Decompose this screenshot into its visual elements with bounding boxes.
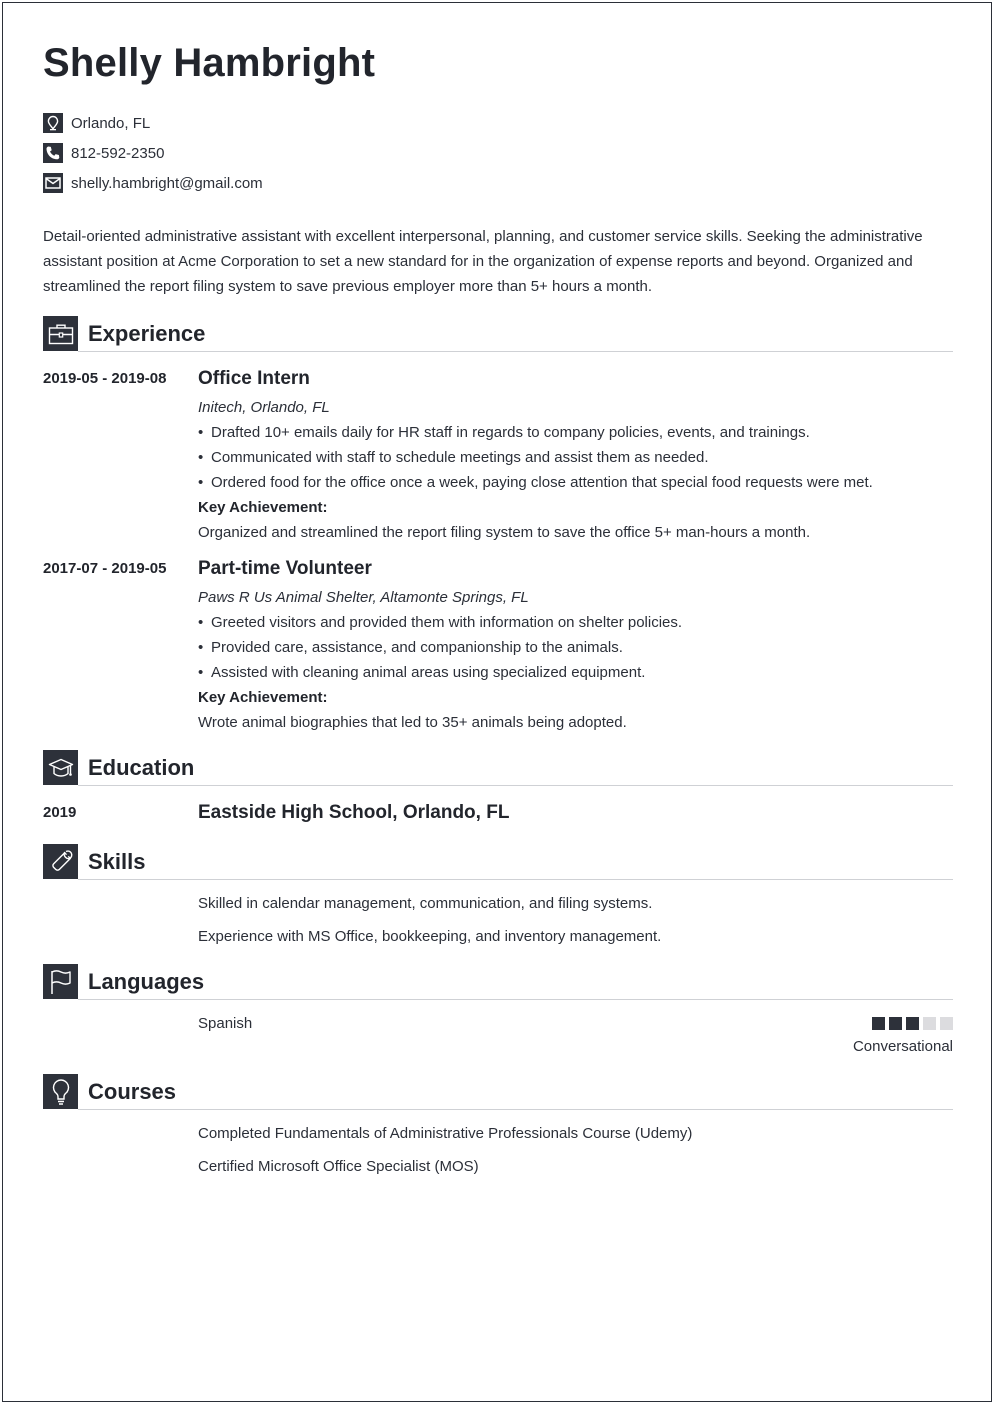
list-item: • Assisted with cleaning animal areas using specialized equipment.	[198, 664, 646, 681]
key-achievement-text: Wrote animal biographies that led to 35+ animals being adopted.	[198, 714, 627, 731]
list-item: • Drafted 10+ emails daily for HR staff in regards to company policies, events, and trainings.	[198, 424, 810, 441]
graduation-cap-icon	[43, 750, 78, 785]
bullet-glyph: •	[198, 474, 204, 491]
job-company: Initech, Orlando, FL	[198, 399, 330, 416]
level-square-empty	[940, 1017, 953, 1030]
section-divider	[78, 351, 953, 352]
location-pin-icon	[43, 113, 63, 133]
proficiency-level-bar	[872, 1017, 953, 1030]
section-courses	[43, 1074, 953, 1110]
phone-text: 812-592-2350	[71, 144, 165, 162]
key-achievement-text: Organized and streamlined the report filing system to save the office 5+ man-hours a month.	[198, 524, 811, 541]
bullet-glyph: •	[198, 424, 204, 441]
contact-location	[43, 113, 150, 133]
school-name: Eastside High School, Orlando, FL	[198, 802, 510, 823]
proficiency-label: Conversational	[852, 1038, 953, 1055]
section-title: Skills	[88, 849, 146, 874]
section-divider	[78, 879, 953, 880]
section-title: Languages	[88, 969, 205, 994]
entry-dates: 2019-05 - 2019-08	[43, 370, 167, 387]
section-experience	[43, 316, 953, 352]
course-item: Certified Microsoft Office Specialist (MOS)	[198, 1158, 479, 1175]
bullet-glyph: •	[198, 614, 204, 631]
language-name: Spanish	[198, 1015, 253, 1032]
list-item: • Provided care, assistance, and companionship to the animals.	[198, 639, 623, 656]
section-education	[43, 750, 953, 786]
location-text: Orlando, FL	[71, 114, 151, 132]
bullet-glyph: •	[198, 449, 204, 466]
list-item: • Ordered food for the office once a week, paying close attention that special food requests were met.	[198, 474, 873, 491]
level-square-empty	[923, 1017, 936, 1030]
section-languages	[43, 964, 953, 1000]
section-divider	[78, 785, 953, 786]
profile-summary: Detail-oriented administrative assistant with excellent interpersonal, planning, and customer service skills. Seeking the administrative assistant position at Acme Corporation to set a new standard for in the organization of expense reports and beyond. Organized and streamlined the report filing system to save previous employer more than 5+ hours a month.	[43, 228, 923, 295]
skill-item: Experience with MS Office, bookkeeping, and inventory management.	[198, 928, 662, 945]
section-skills	[43, 844, 953, 880]
email-text: shelly.hambright@gmail.com	[71, 174, 263, 192]
list-item: • Communicated with staff to schedule meetings and assist them as needed.	[198, 449, 709, 466]
wrench-icon	[43, 844, 78, 879]
contact-phone	[43, 143, 164, 163]
level-square-filled	[906, 1017, 919, 1030]
flag-icon	[43, 964, 78, 999]
lightbulb-icon	[43, 1074, 78, 1109]
list-item: • Greeted visitors and provided them with information on shelter policies.	[198, 614, 683, 631]
key-achievement-label: Key Achievement:	[198, 499, 328, 516]
section-title: Courses	[88, 1079, 177, 1104]
section-title: Education	[88, 755, 195, 780]
level-square-filled	[889, 1017, 902, 1030]
job-company: Paws R Us Animal Shelter, Altamonte Springs, FL	[198, 589, 529, 606]
resume-page	[2, 2, 992, 1402]
bullet-glyph: •	[198, 664, 204, 681]
course-item: Completed Fundamentals of Administrative Professionals Course (Udemy)	[198, 1125, 693, 1142]
bullet-glyph: •	[198, 639, 204, 656]
education-year: 2019	[43, 804, 77, 821]
phone-icon	[43, 143, 63, 163]
envelope-icon	[43, 173, 63, 193]
section-divider	[78, 1109, 953, 1110]
candidate-name: Shelly Hambright	[43, 41, 376, 85]
job-title: Office Intern	[198, 368, 310, 389]
skill-item: Skilled in calendar management, communication, and filing systems.	[198, 895, 653, 912]
contact-email	[43, 173, 263, 193]
job-title: Part-time Volunteer	[198, 558, 372, 579]
briefcase-icon	[43, 316, 78, 351]
section-title: Experience	[88, 321, 206, 346]
section-divider	[78, 999, 953, 1000]
entry-dates: 2017-07 - 2019-05	[43, 560, 167, 577]
key-achievement-label: Key Achievement:	[198, 689, 328, 706]
level-square-filled	[872, 1017, 885, 1030]
